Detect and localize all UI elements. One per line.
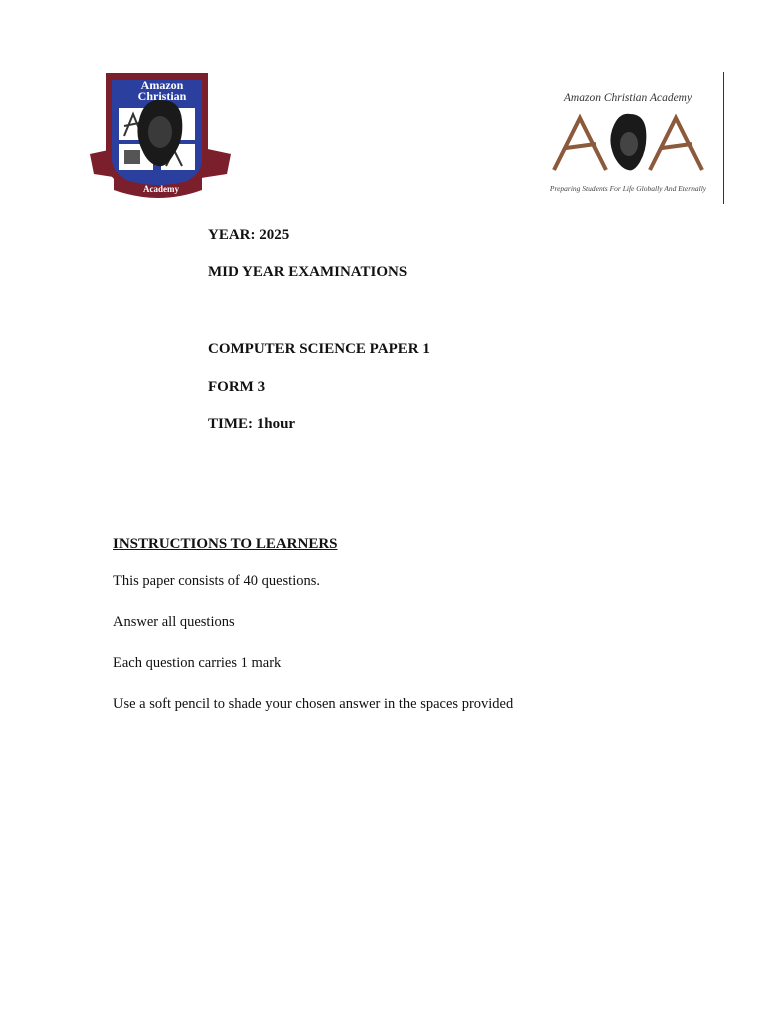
instruction-item: Each question carries 1 mark — [113, 655, 282, 671]
academy-logo — [548, 70, 726, 206]
logo-tagline: Preparing Students For Life Globally And Eternally — [549, 184, 707, 193]
crest-banner-text — [118, 80, 206, 102]
logo-divider — [723, 72, 724, 204]
crest-banner-line1: Amazon — [140, 78, 184, 92]
exam-form: FORM 3 — [208, 379, 266, 395]
instructions-heading: INSTRUCTIONS TO LEARNERS — [113, 536, 338, 552]
crest-ribbon-text: Academy — [143, 184, 179, 194]
lion-compass-icon — [550, 110, 706, 176]
exam-year: YEAR: 2025 — [208, 227, 290, 243]
exam-subject: COMPUTER SCIENCE PAPER 1 — [208, 341, 430, 357]
instruction-item: Answer all questions — [113, 614, 235, 630]
exam-title: MID YEAR EXAMINATIONS — [208, 264, 408, 280]
logo-name: Amazon Christian Academy — [563, 92, 693, 104]
exam-time: TIME: 1hour — [208, 416, 296, 432]
instruction-item: This paper consists of 40 questions. — [113, 573, 321, 589]
crest-banner-line2: Christian — [137, 89, 187, 103]
school-crest-logo — [88, 70, 233, 205]
instruction-item: Use a soft pencil to shade your chosen answer in the spaces provided — [113, 696, 514, 712]
